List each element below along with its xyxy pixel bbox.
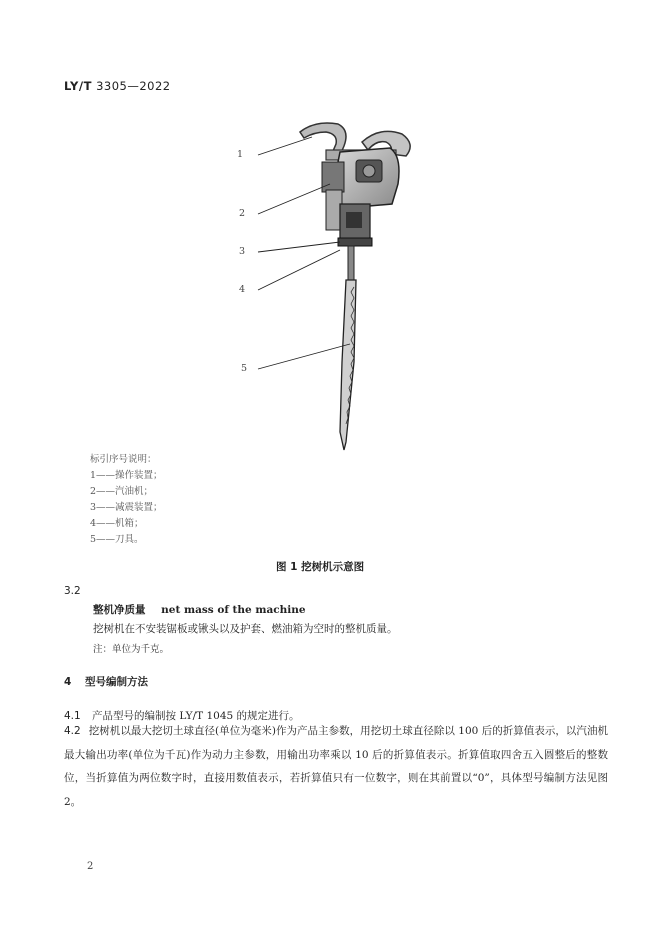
callout-4: 4 — [239, 284, 246, 295]
engine-knob — [363, 165, 375, 177]
standard-number: 3305—2022 — [96, 79, 171, 93]
paragraph-4-1-number: 4.1 — [64, 710, 81, 722]
leader-4 — [258, 250, 340, 290]
figure-caption: 图 1 挖树机示意图 — [276, 561, 365, 573]
term-heading — [93, 602, 306, 617]
section-4-title: 型号编制方法 — [84, 676, 148, 688]
term-english: net mass of the machine — [161, 604, 306, 616]
paragraph-4-2-text: 挖树机以最大挖切土球直径(单位为毫米)作为产品主参数，用挖切土球直径除以 100 后的折算值表示，以汽油机最大输出功率(单位为千瓦)作为动力主参数，用输出功率乘以 10 后的折算值表示。折算值取四舍五入圆整后的整数位，当折算值为两位数字时，直接用数值表示，若折算值只有一位数字，则在其前置以“0”，具体型号编制方法见图 2。 — [64, 725, 608, 808]
section-4-heading — [64, 674, 148, 689]
term-chinese: 整机净质量 — [93, 604, 146, 616]
saw-blade — [340, 280, 356, 450]
standard-code — [64, 79, 171, 93]
leader-2 — [258, 184, 330, 214]
leader-1 — [258, 137, 312, 155]
term-definition: 挖树机在不安装锯板或锹头以及护套、燃油箱为空时的整机质量。 — [93, 623, 398, 635]
legend-item: 3——减震装置； — [90, 502, 163, 513]
legend-item: 2——汽油机； — [90, 486, 154, 497]
legend-title: 标引序号说明： — [90, 454, 157, 465]
legend-item: 5——刀具。 — [90, 534, 144, 545]
figure-legend — [90, 452, 163, 548]
carburetor-block — [322, 162, 344, 192]
term-note: 注：单位为千克。 — [93, 644, 170, 655]
leader-5 — [258, 344, 350, 369]
legend-item: 4——机箱； — [90, 518, 144, 529]
paragraph-4-1-text: 产品型号的编制按 LY/T 1045 的规定进行。 — [92, 710, 300, 722]
section-number: 3.2 — [64, 585, 81, 597]
damper — [338, 238, 372, 246]
callout-3: 3 — [239, 246, 246, 257]
page-number: 2 — [87, 861, 94, 872]
callout-5: 5 — [241, 363, 248, 374]
standard-prefix: LY/T — [64, 79, 92, 93]
gearbox-window — [346, 212, 362, 228]
tree-digger-illustration — [230, 112, 430, 462]
leader-3 — [258, 242, 340, 252]
paragraph-4-2 — [64, 720, 608, 814]
callout-2: 2 — [239, 208, 246, 219]
shaft — [348, 246, 354, 282]
legend-item: 1——操作装置； — [90, 470, 163, 481]
section-4-number: 4 — [64, 676, 72, 688]
paragraph-4-2-number: 4.2 — [64, 725, 81, 737]
callout-1: 1 — [237, 149, 244, 160]
